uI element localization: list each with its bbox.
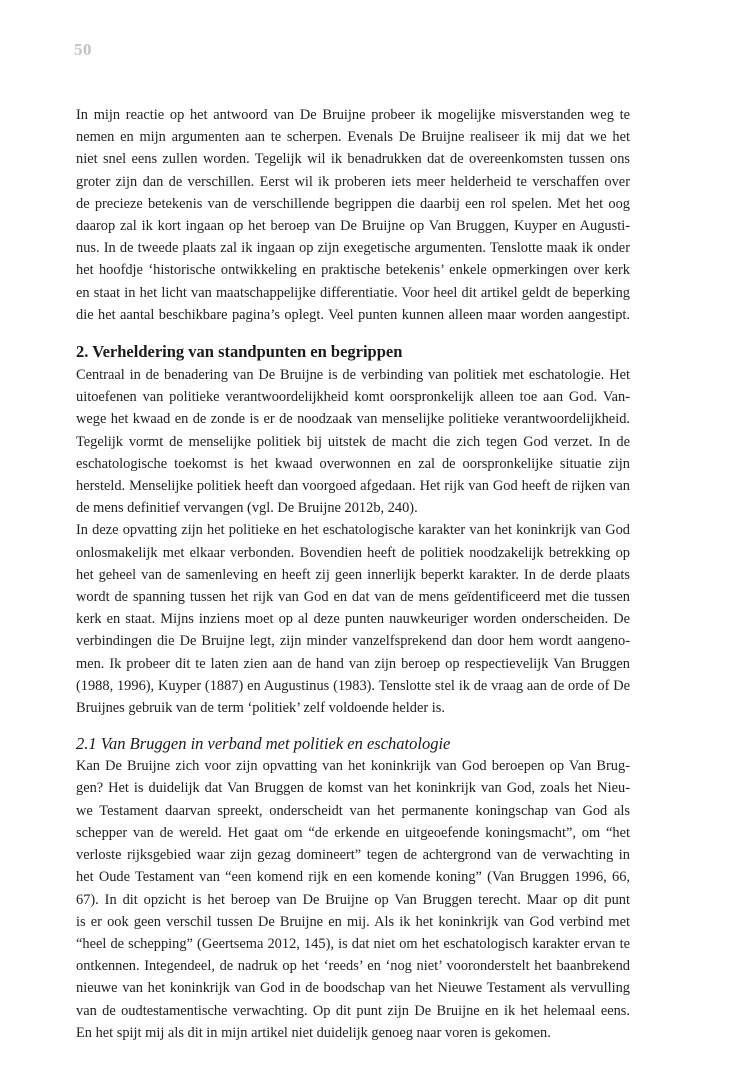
section2-1-paragraph [76, 755, 630, 1044]
text-line: Kan De Bruijne zich voor zijn opvatting van het koninkrijk van God beroepen op Van Brug- [76, 758, 630, 775]
text-line: groter zijn dan de verschillen. Eerst wil ik proberen iets meer helderheid te verschaffen over [76, 173, 630, 190]
text-line: hersteld. Menselijke politiek heeft dan voorgoed afgedaan. Het rijk van God heeft de rijken van [76, 478, 630, 495]
text-line: 67). In dit opzicht is het beroep van De Bruijne op Van Bruggen terecht. Maar op dit punt [76, 891, 630, 908]
text-line: nieuwe van het koninkrijk van God in de boodschap van het Nieuwe Testament als vervulling [76, 980, 630, 997]
text-line: In mijn reactie op het antwoord van De Bruijne probeer ik mogelijke misverstanden weg te [76, 107, 630, 123]
text-line: (1988, 1996), Kuyper (1887) en Augustinus (1983). Tenslotte stel ik de vraag aan de orde of De [76, 677, 630, 694]
section2-paragraph-1 [76, 364, 630, 519]
text-line: ontkennen. Integendeel, de nadruk op het ‘reeds’ en ‘nog niet’ vooronderstelt het baanbrekend [76, 958, 630, 975]
page-content [76, 104, 630, 1044]
text-line: Tegelijk vormt de menselijke politiek bij uitstek de macht die zich tegen God verzet. In de [76, 433, 630, 450]
text-line: kerk en staat. Mijns inziens moet op al deze punten nauwkeuriger worden onderscheiden. De [76, 611, 630, 628]
subsection-heading: 2.1 Van Bruggen in verband met politiek en eschatologie [76, 734, 451, 754]
text-line: daarop zal ik kort ingaan op het beroep van De Bruijne op Van Bruggen, Kuyper en Augusti- [76, 218, 630, 235]
section2-paragraph-2 [76, 519, 630, 719]
text-line: schepper van de wereld. Het gaat om “de erkende en uitgeoefende koningsmacht”, om “het [76, 824, 630, 841]
text-line: het Oude Testament van “een komend rijk en een komende koning” (Van Bruggen 1996, 66, [76, 869, 630, 886]
text-line: nemen en mijn argumenten aan te scherpen. Evenals De Bruijne realiseer ik mij dat we het [76, 129, 630, 146]
text-line: is er ook geen verschil tussen De Bruijne en mij. Als ik het koninkrijk van God verbind met [76, 913, 630, 930]
text-line: gen? Het is duidelijk dat Van Bruggen de komst van het koninkrijk van God, zoals het Nieu- [76, 780, 630, 797]
text-line: Bruijnes gebruik van de term ‘politiek’ zelf voldoende helder is. [76, 700, 445, 717]
text-line: En het spijt mij als dit in mijn artikel niet duidelijk genoeg naar voren is gekomen. [76, 1024, 551, 1041]
text-line: verbindingen die De Bruijne legt, zijn minder vanzelfsprekend dan door hem wordt aangeno- [76, 633, 630, 650]
text-line: van de oudtestamentische verwachting. Op dit punt zijn De Bruijne en ik het helemaal eens. [76, 1002, 630, 1019]
text-line: de precieze betekenis van de verschillende begrippen die daarbij een rol spelen. Met het oog [76, 195, 630, 212]
section-heading: 2. Verheldering van standpunten en begrippen [76, 342, 403, 362]
text-line: het geheel van de samenleving en heeft zij geen innerlijk beperkt karakter. In de derde plaats [76, 566, 630, 583]
text-line: die het aantal beschikbare pagina’s oplegt. Veel punten kunnen alleen maar worden aangestipt. [76, 306, 630, 323]
text-line: niet snel eens zullen worden. Tegelijk wil ik benadrukken dat de overeenkomsten tussen ons [76, 151, 630, 168]
text-line: we Testament daarvan spreekt, onderscheidt van het permanente koningschap van God als [76, 802, 630, 819]
text-line: eschatologische toekomst is het kwaad overwonnen en zal de oorspronkelijke situatie zijn [76, 455, 630, 472]
intro-paragraph [76, 104, 630, 326]
text-line: wege het kwaad en de zonde is er de noodzaak van menselijke politieke verantwoordelijkheid. [76, 411, 630, 428]
text-line: nus. In de tweede plaats zal ik ingaan op zijn exegetische argumenten. Tenslotte maak ik onder [76, 240, 630, 257]
text-line: Centraal in de benadering van De Bruijne is de verbinding van politiek met eschatologie. Het [76, 367, 630, 384]
page-number: 50 [74, 40, 92, 59]
text-line: men. Ik probeer dit te laten zien aan de hand van zijn beroep op respectievelijk Van Bruggen [76, 655, 630, 672]
text-line: de mens definitief vervangen (vgl. De Bruijne 2012b, 240). [76, 500, 418, 517]
text-line: en staat in het licht van maatschappelijke differentiatie. Voor heel dit artikel geldt de beperking [76, 284, 630, 301]
text-line: uitoefenen van politieke verantwoordelijkheid komt oorspronkelijk alleen toe aan God. Van- [76, 389, 630, 406]
text-line: verloste rijksgebied waar zijn gezag domineert” tegen de achtergrond van de verwachting in [76, 847, 630, 864]
text-line: wordt de spanning tussen het rijk van God en dat van de mens geïdentificeerd met die tussen [76, 589, 630, 606]
text-line: het hoofdje ‘historische ontwikkeling en praktische betekenis’ enkele opmerkingen over kerk [76, 262, 630, 279]
text-line: onlosmakelijk met elkaar verbonden. Bovendien heeft de politiek noodzakelijk betrekking op [76, 544, 630, 561]
text-line: “heel de schepping” (Geertsema 2012, 145), is dat niet om het eschatologisch karakter ervan te [76, 935, 630, 952]
text-line: In deze opvatting zijn het politieke en het eschatologische karakter van het koninkrijk van God [76, 522, 630, 539]
